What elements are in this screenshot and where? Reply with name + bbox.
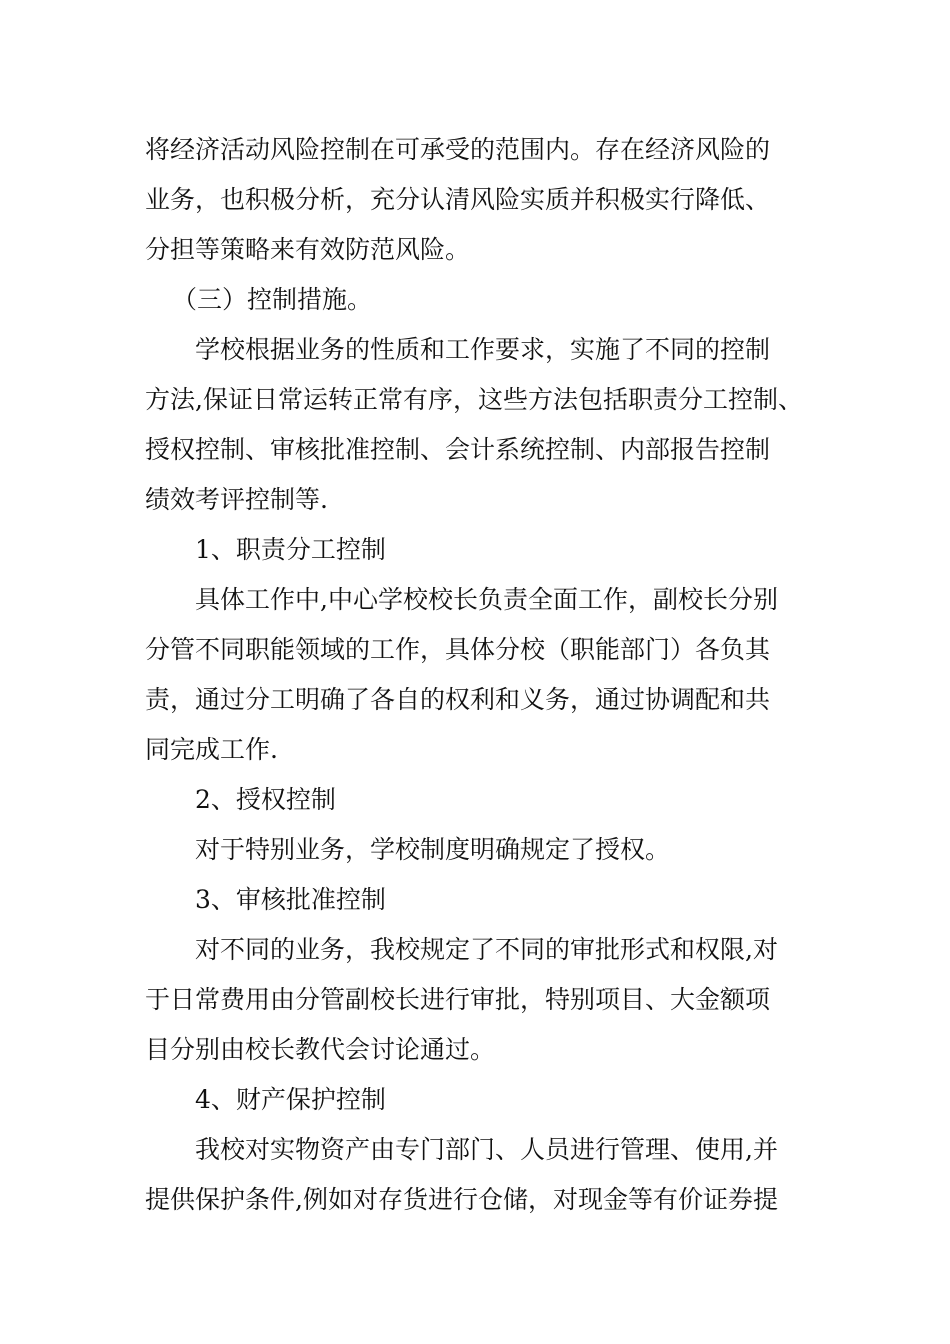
paragraph-line-22: 提供保护条件,例如对存货进行仓储，对现金等有价证券提 <box>145 1185 778 1214</box>
paragraph-line-19: 目分别由校长教代会讨论通过。 <box>145 1035 496 1064</box>
paragraph-line-12: 责，通过分工明确了各自的权利和义务，通过协调配和共 <box>145 685 771 714</box>
paragraph-line-18: 于日常费用由分管副校长进行审批，特别项目、大金额项 <box>145 985 771 1014</box>
paragraph-line-17: 对不同的业务，我校规定了不同的审批形式和权限,对 <box>195 935 778 964</box>
paragraph-line-21: 我校对实物资产由专门部门、人员进行管理、使用,并 <box>195 1135 778 1164</box>
subheading-asset-protection: 4、财产保护控制 <box>195 1085 386 1114</box>
paragraph-line-3: 分担等策略来有效防范风险。 <box>145 235 471 264</box>
paragraph-line-5: 学校根据业务的性质和工作要求，实施了不同的控制 <box>195 335 771 364</box>
section-heading-control-measures: （三）控制措施。 <box>172 285 373 314</box>
paragraph-line-6: 方法,保证日常运转正常有序，这些方法包括职责分工控制、 <box>145 385 803 414</box>
paragraph-line-2: 业务，也积极分析，充分认清风险实质并积极实行降低、 <box>145 185 771 214</box>
paragraph-line-11: 分管不同职能领域的工作，具体分校（职能部门）各负其 <box>145 635 771 664</box>
paragraph-line-7: 授权控制、审核批准控制、会计系统控制、内部报告控制 <box>145 435 771 464</box>
paragraph-line-1: 将经济活动风险控制在可承受的范围内。存在经济风险的 <box>145 135 771 164</box>
paragraph-line-15: 对于特别业务，学校制度明确规定了授权。 <box>195 835 671 864</box>
paragraph-line-10: 具体工作中,中心学校校长负责全面工作，副校长分别 <box>195 585 778 614</box>
subheading-duty-separation: 1、职责分工控制 <box>195 535 386 564</box>
subheading-authorization: 2、授权控制 <box>195 785 336 814</box>
paragraph-line-13: 同完成工作. <box>145 735 278 764</box>
paragraph-line-8: 绩效考评控制等. <box>145 485 328 514</box>
subheading-approval: 3、审核批准控制 <box>195 885 386 914</box>
